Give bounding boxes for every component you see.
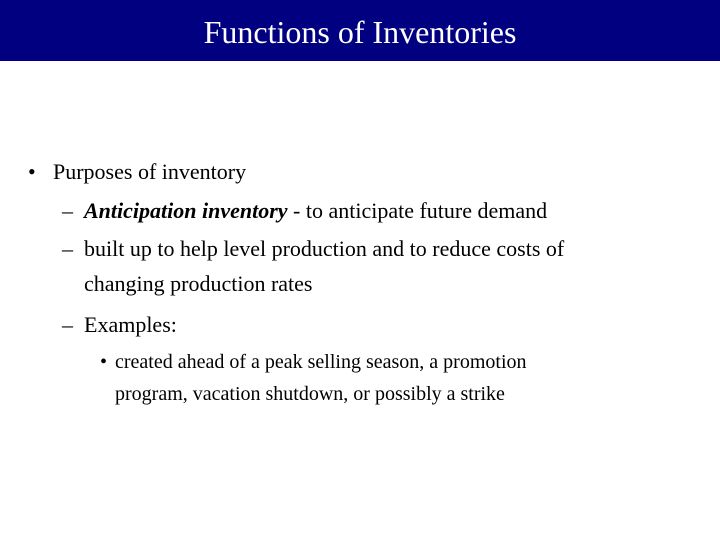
sub-bullet-built-up-line1: built up to help level production and to reduce costs of	[84, 236, 565, 261]
sub-sub-bullet-marker: •	[100, 351, 108, 373]
sub-bullet-marker: –	[62, 236, 73, 261]
sub-bullet-examples: Examples:	[84, 312, 177, 337]
example-line2: program, vacation shutdown, or possibly a strike	[115, 383, 505, 405]
sub-bullet-built-up-line2: changing production rates	[84, 271, 313, 296]
bullet-marker: •	[28, 159, 36, 184]
example-line1: created ahead of a peak selling season, a promotion	[115, 351, 527, 373]
sub-bullet-marker: –	[62, 198, 73, 223]
anticipation-text: - to anticipate future demand	[287, 198, 548, 223]
bullet-text-purposes: Purposes of inventory	[53, 159, 247, 184]
sub-bullet-marker: –	[62, 312, 73, 337]
sub-bullet-anticipation	[84, 198, 547, 224]
anticipation-emphasis: Anticipation inventory	[84, 198, 288, 223]
slide-title: Functions of Inventories	[203, 13, 517, 50]
